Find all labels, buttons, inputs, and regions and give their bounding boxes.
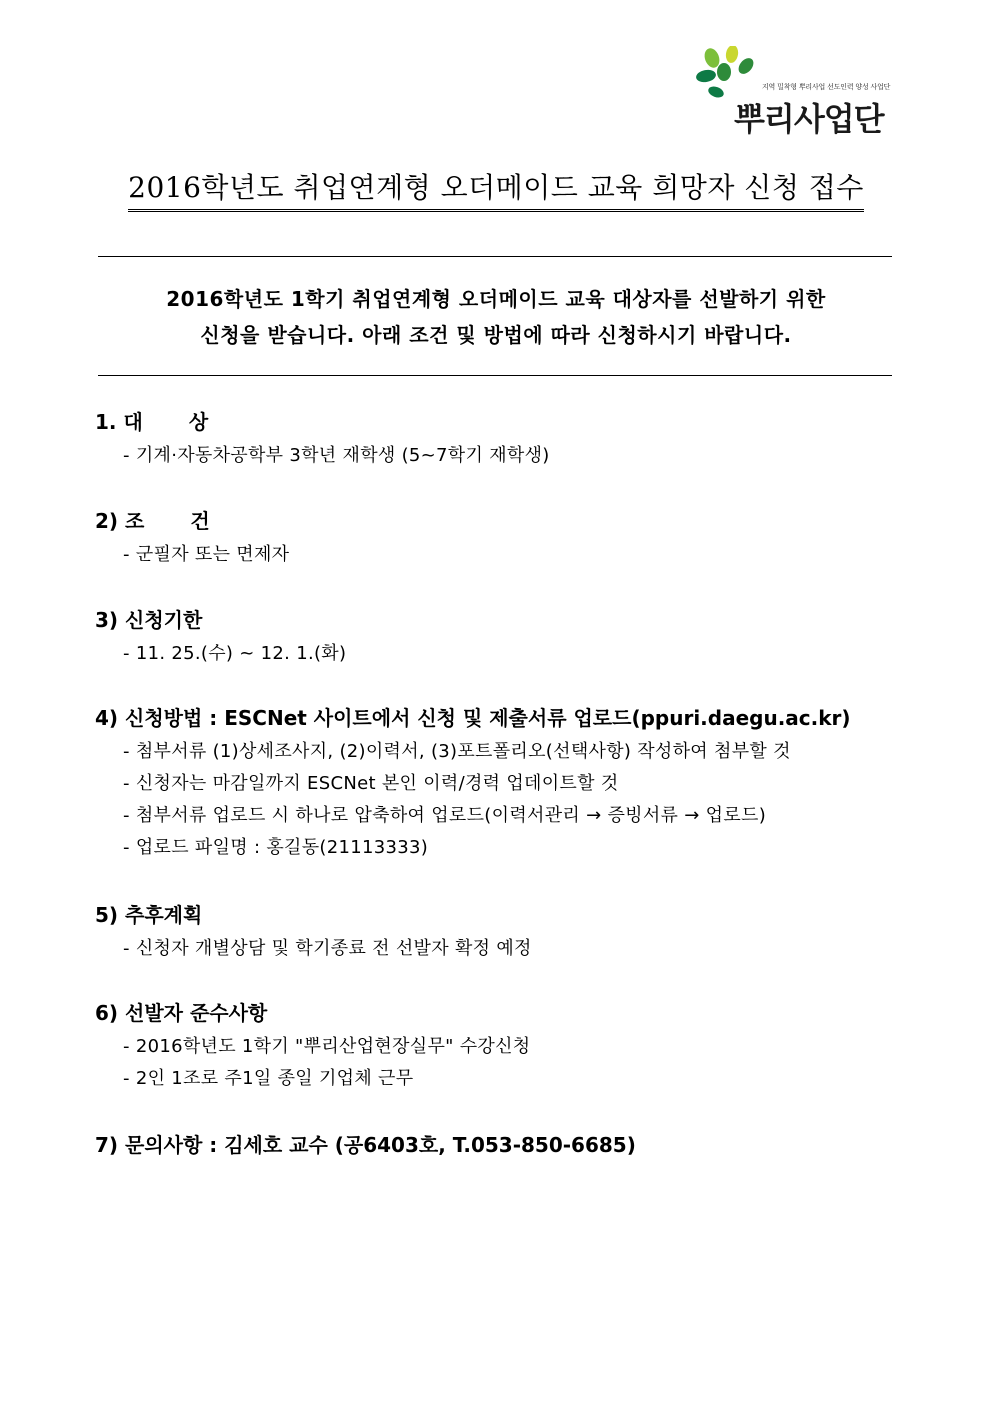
list-item: - 업로드 파일명 : 홍길동(21113333) <box>123 837 429 858</box>
section-heading-deadline: 3) 신청기한 <box>95 608 203 632</box>
section-heading-condition <box>95 507 210 535</box>
list-item: - 첨부서류 (1)상세조사지, (2)이력서, (3)포트폴리오(선택사항) 작성하여 첨부할 것 <box>123 741 791 762</box>
intro-text <box>0 281 992 353</box>
section-heading-contact: 7) 문의사항 : 김세호 교수 (공6403호, T.053-850-6685) <box>95 1133 636 1157</box>
section-label-part: 건 <box>190 509 210 533</box>
logo-name: 뿌리사업단 <box>734 100 884 138</box>
logo-subtitle: 지역 밀착형 뿌리사업 선도인력 양성 사업단 <box>762 83 891 91</box>
list-item: - 군필자 또는 면제자 <box>123 544 290 565</box>
logo <box>694 46 904 138</box>
list-item: - 2016학년도 1학기 "뿌리산업현장실무" 수강신청 <box>123 1036 531 1057</box>
document-title-text: 2016학년도 취업연계형 오더메이드 교육 희망자 신청 접수 <box>128 168 864 212</box>
divider <box>98 256 892 257</box>
section-heading-plan: 5) 추후계획 <box>95 903 203 927</box>
list-item: - 2인 1조로 주1일 종일 기업체 근무 <box>123 1068 414 1089</box>
intro-line-2: 신청을 받습니다. 아래 조건 및 방법에 따라 신청하시기 바랍니다. <box>200 323 792 347</box>
divider <box>98 375 892 376</box>
list-item: - 신청자 개별상담 및 학기종료 전 선발자 확정 예정 <box>123 938 532 959</box>
list-item: - 기계·자동차공학부 3학년 재학생 (5~7학기 재학생) <box>123 445 550 466</box>
list-item: - 신청자는 마감일까지 ESCNet 본인 이력/경력 업데이트할 것 <box>123 773 619 794</box>
section-number: 2) <box>95 509 119 533</box>
section-label-part: 대 <box>123 410 143 434</box>
list-item: - 첨부서류 업로드 시 하나로 압축하여 업로드(이력서관리 → 증빙서류 → 업로드) <box>123 805 767 826</box>
section-heading-rules: 6) 선발자 준수사항 <box>95 1001 268 1025</box>
section-label-part: 상 <box>188 410 209 434</box>
intro-line-1: 2016학년도 1학기 취업연계형 오더메이드 교육 대상자를 선발하기 위한 <box>166 287 826 311</box>
section-heading-method: 4) 신청방법 : ESCNet 사이트에서 신청 및 제출서류 업로드(ppuri.daegu.ac.kr) <box>95 706 851 730</box>
document-title <box>0 168 992 212</box>
section-label-part: 조 <box>125 509 145 533</box>
list-item: - 11. 25.(수) ~ 12. 1.(화) <box>123 643 347 664</box>
section-heading-target <box>95 408 208 436</box>
section-number: 1. <box>95 410 117 434</box>
